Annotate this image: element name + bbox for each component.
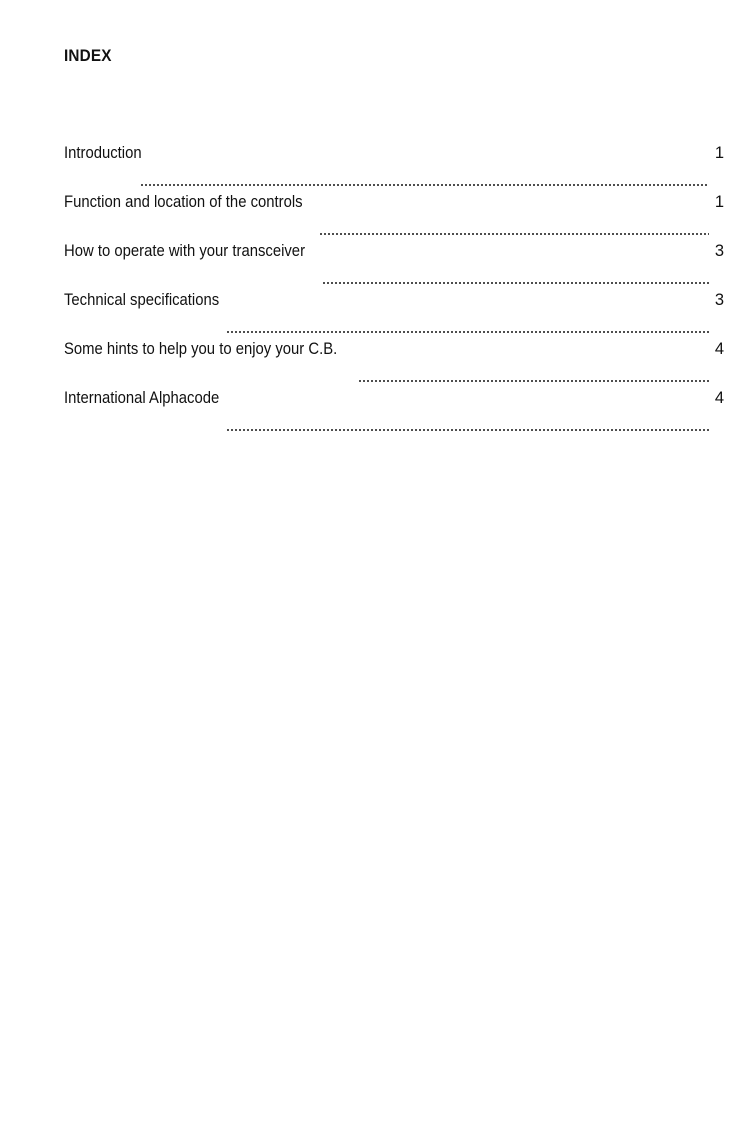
toc-entry-some-hints — [64, 340, 724, 389]
toc-entry-page-number: 1 — [714, 144, 724, 162]
toc-entry-function-and-location — [64, 193, 724, 242]
toc-entry-page-number: 4 — [714, 389, 724, 407]
dot-leader — [358, 379, 709, 383]
toc-entry-label: Technical specifications — [64, 291, 220, 309]
dot-leader — [226, 428, 709, 432]
toc-entry-page-number: 3 — [714, 242, 724, 260]
dot-leader — [322, 281, 709, 285]
toc-entry-label: International Alphacode — [64, 389, 220, 407]
dot-leader — [226, 330, 709, 334]
page-title: INDEX — [64, 46, 112, 65]
toc-entry-label: Function and location of the controls — [64, 193, 303, 211]
toc-entry-label: How to operate with your transceiver — [64, 242, 306, 260]
toc-entry-international-alphacode — [64, 389, 724, 438]
dot-leader — [140, 183, 709, 187]
toc-entry-introduction — [64, 144, 724, 193]
dot-leader — [319, 232, 709, 236]
toc-entry-page-number: 3 — [714, 291, 724, 309]
toc-entry-page-number: 4 — [714, 340, 724, 358]
toc-entry-label: Introduction — [64, 144, 142, 162]
toc-entry-how-to-operate — [64, 242, 724, 291]
table-of-contents — [64, 144, 724, 438]
toc-entry-label: Some hints to help you to enjoy your C.B. — [64, 340, 338, 358]
toc-entry-page-number: 1 — [714, 193, 724, 211]
toc-entry-technical-specifications — [64, 291, 724, 340]
